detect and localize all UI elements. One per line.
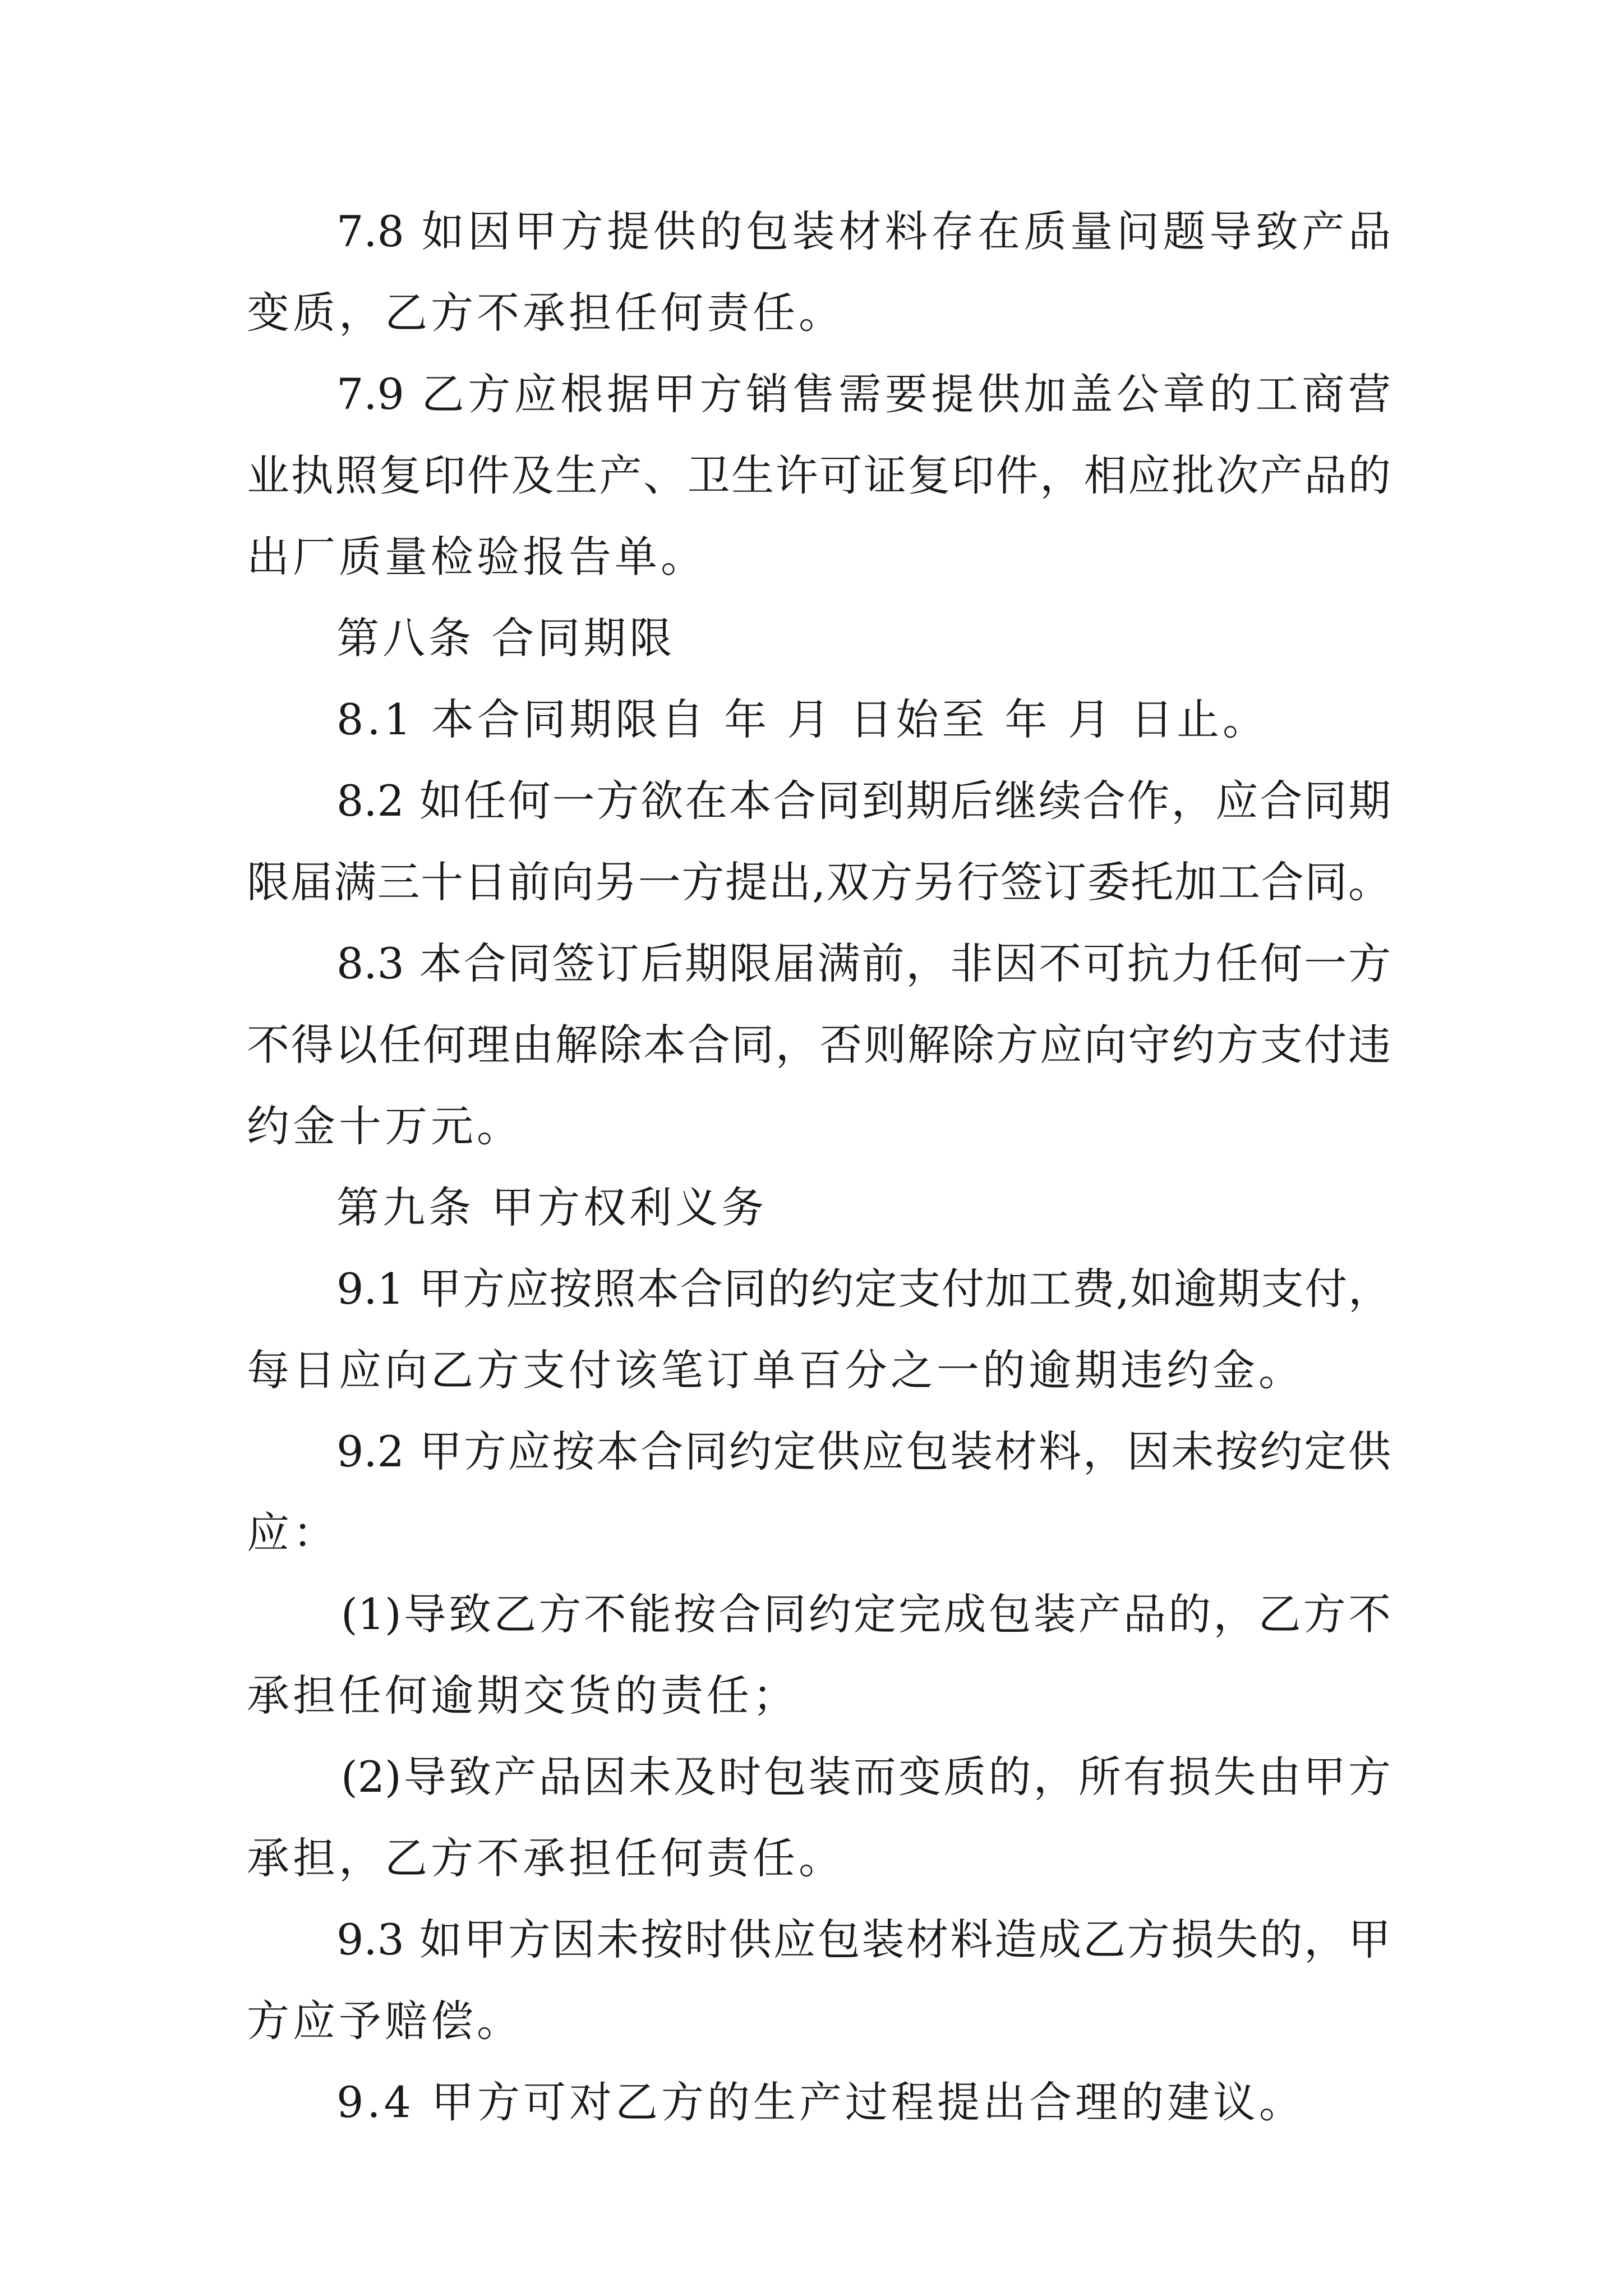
clause-7-8-line-1: 7.8 如因甲方提供的包装材料存在质量问题导致产品 <box>336 206 1391 256</box>
clause-9-4-line-1: 9.4 甲方可对乙方的生产过程提出合理的建议。 <box>336 2077 1306 2127</box>
clause-8-2-line-1: 8.2 如任何一方欲在本合同到期后继续合作，应合同期 <box>336 776 1391 826</box>
clause-8-1-line-1: 8.1 本合同期限自 年 月 日始至 年 月 日止。 <box>336 694 1269 744</box>
clause-9-2-item-1-line-2: 承担任何逾期交货的责任； <box>247 1671 799 1720</box>
clause-7-8-line-2: 变质，乙方不承担任何责任。 <box>247 288 845 338</box>
clause-9-3-line-2: 方应予赔偿。 <box>247 1996 523 2046</box>
clause-7-9-line-3: 出厂质量检验报告单。 <box>247 532 707 582</box>
clause-9-2-line-2: 应： <box>247 1508 339 1558</box>
clause-9-2-item-2-line-1: (2)导致产品因未及时包装而变质的，所有损失由甲方 <box>341 1752 1391 1802</box>
clause-9-2-item-2-line-2: 承担，乙方不承担任何责任。 <box>247 1833 845 1883</box>
clause-7-9-line-1: 7.9 乙方应根据甲方销售需要提供加盖公章的工商营 <box>336 369 1391 419</box>
clause-8-2-line-2: 限届满三十日前向另一方提出,双方另行签订委托加工合同。 <box>247 857 1391 907</box>
document-body <box>247 191 1391 2143</box>
clause-9-1-line-1: 9.1 甲方应按照本合同的约定支付加工费,如逾期支付， <box>336 1264 1391 1314</box>
clause-9-2-line-1: 9.2 甲方应按本合同约定供应包装材料，因未按约定供 <box>336 1427 1391 1476</box>
clause-9-1-line-2: 每日应向乙方支付该笔订单百分之一的逾期违约金。 <box>247 1345 1304 1395</box>
article-8-heading: 第八条 合同期限 <box>336 613 676 663</box>
article-9-heading: 第九条 甲方权利义务 <box>336 1182 768 1232</box>
clause-7-9-line-2: 业执照复印件及生产、卫生许可证复印件，相应批次产品的 <box>247 450 1391 500</box>
clause-9-3-line-1: 9.3 如甲方因未按时供应包装材料造成乙方损失的，甲 <box>336 1915 1391 1964</box>
clause-8-3-line-2: 不得以任何理由解除本合同，否则解除方应向守约方支付违 <box>247 1020 1391 1070</box>
clause-8-3-line-1: 8.3 本合同签订后期限届满前，非因不可抗力任何一方 <box>336 938 1391 988</box>
clause-8-3-line-3: 约金十万元。 <box>247 1101 523 1151</box>
clause-9-2-item-1-line-1: (1)导致乙方不能按合同约定完成包装产品的，乙方不 <box>341 1589 1391 1639</box>
